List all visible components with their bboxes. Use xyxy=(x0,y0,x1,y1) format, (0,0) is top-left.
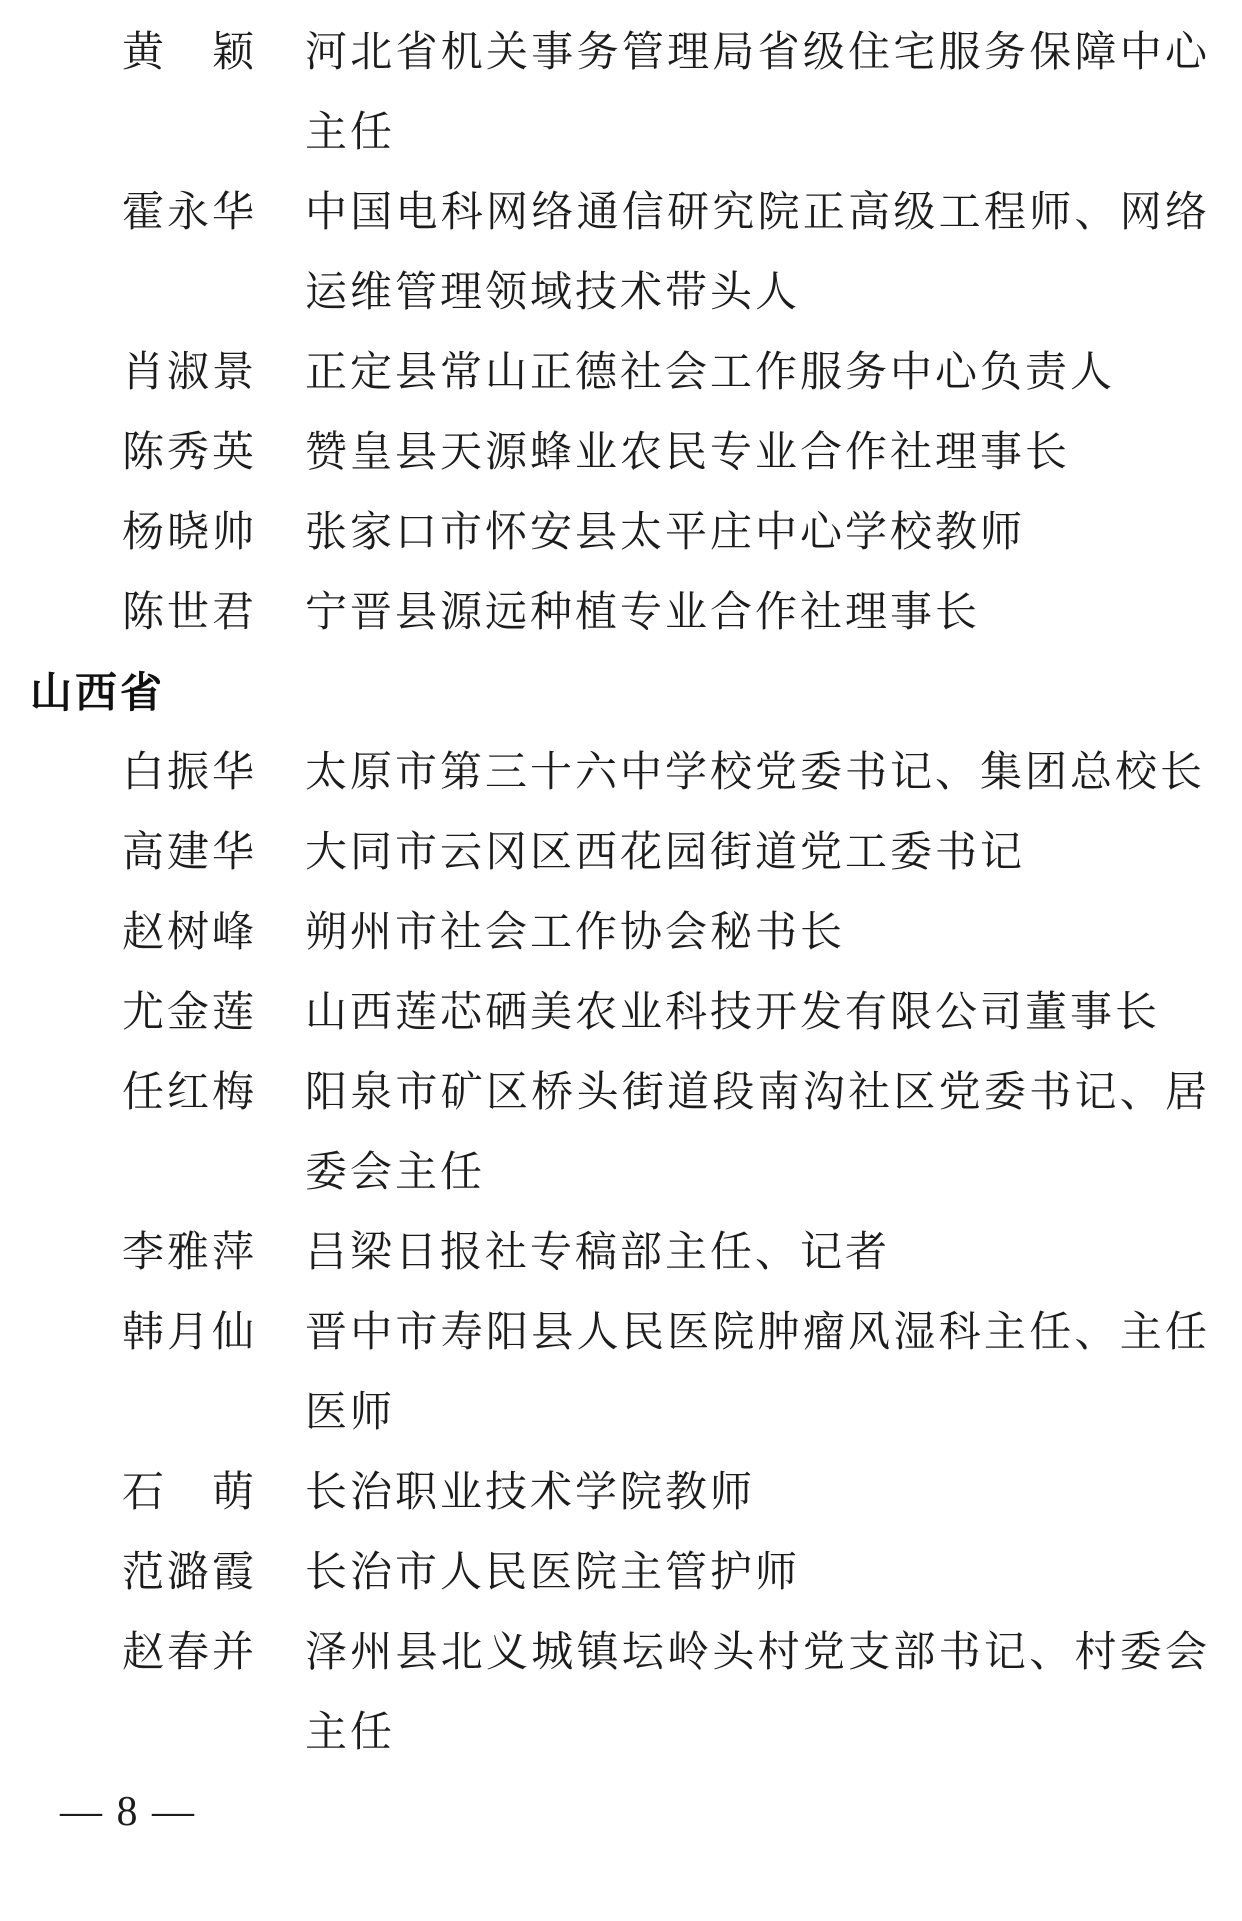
entry-name: 韩月仙 xyxy=(122,1310,258,1356)
entry-row xyxy=(0,1053,1242,1213)
entry-position: 朔州市社会工作协会秘书长 xyxy=(305,910,846,956)
entry-row xyxy=(0,1453,1242,1533)
entry-position: 大同市云冈区西花园街道党工委书记 xyxy=(305,830,1026,876)
entry-position: 晋中市寿阳县人民医院肿瘤风湿科主任、主任医师 xyxy=(305,1310,1210,1436)
entry-position: 中国电科网络通信研究院正高级工程师、网络运维管理领域技术带头人 xyxy=(305,190,1210,316)
entry-row xyxy=(0,13,1242,173)
entry-row xyxy=(0,333,1242,413)
entry-row xyxy=(0,173,1242,333)
page-number: — 8 — xyxy=(60,1789,196,1835)
entry-position: 泽州县北义城镇坛岭头村党支部书记、村委会主任 xyxy=(305,1630,1210,1756)
entry-name: 霍永华 xyxy=(122,190,258,236)
entry-row xyxy=(0,893,1242,973)
entry-name: 高建华 xyxy=(122,830,258,876)
entry-name: 范潞霞 xyxy=(122,1550,258,1596)
entry-row xyxy=(0,493,1242,573)
entry-name: 肖淑景 xyxy=(122,350,258,396)
entry-row xyxy=(0,973,1242,1053)
entry-row xyxy=(0,1613,1242,1773)
entry-name: 黄 颖 xyxy=(122,30,258,76)
entry-position: 赞皇县天源蜂业农民专业合作社理事长 xyxy=(305,430,1071,476)
entry-position: 宁晋县源远种植专业合作社理事长 xyxy=(305,590,981,636)
entry-position: 阳泉市矿区桥头街道段南沟社区党委书记、居委会主任 xyxy=(305,1070,1210,1196)
entry-name: 赵树峰 xyxy=(122,910,258,956)
entry-row xyxy=(0,813,1242,893)
entry-position: 河北省机关事务管理局省级住宅服务保障中心主任 xyxy=(305,30,1210,156)
entry-position: 张家口市怀安县太平庄中心学校教师 xyxy=(305,510,1026,556)
entry-position: 太原市第三十六中学校党委书记、集团总校长 xyxy=(305,750,1206,796)
entry-name: 杨晓帅 xyxy=(122,510,258,556)
entry-row xyxy=(0,573,1242,653)
entry-name: 尤金莲 xyxy=(122,990,258,1036)
entry-name: 石 萌 xyxy=(122,1470,258,1516)
entry-position: 正定县常山正德社会工作服务中心负责人 xyxy=(305,350,1116,396)
entry-row xyxy=(0,1293,1242,1453)
entry-name: 李雅萍 xyxy=(122,1230,258,1276)
entry-row xyxy=(0,413,1242,493)
entry-position: 山西莲芯硒美农业科技开发有限公司董事长 xyxy=(305,990,1161,1036)
entry-row xyxy=(0,733,1242,813)
entry-position: 长治职业技术学院教师 xyxy=(305,1470,756,1516)
entry-row xyxy=(0,1213,1242,1293)
entry-name: 任红梅 xyxy=(122,1070,258,1116)
entry-name: 白振华 xyxy=(122,750,258,796)
entry-position: 长治市人民医院主管护师 xyxy=(305,1550,801,1596)
entry-name: 陈秀英 xyxy=(122,430,258,476)
entry-position: 吕梁日报社专稿部主任、记者 xyxy=(305,1230,891,1276)
entry-row xyxy=(0,1533,1242,1613)
entry-name: 赵春并 xyxy=(122,1630,258,1676)
entry-name: 陈世君 xyxy=(122,590,258,636)
section-header-shanxi: 山西省 xyxy=(30,669,166,716)
